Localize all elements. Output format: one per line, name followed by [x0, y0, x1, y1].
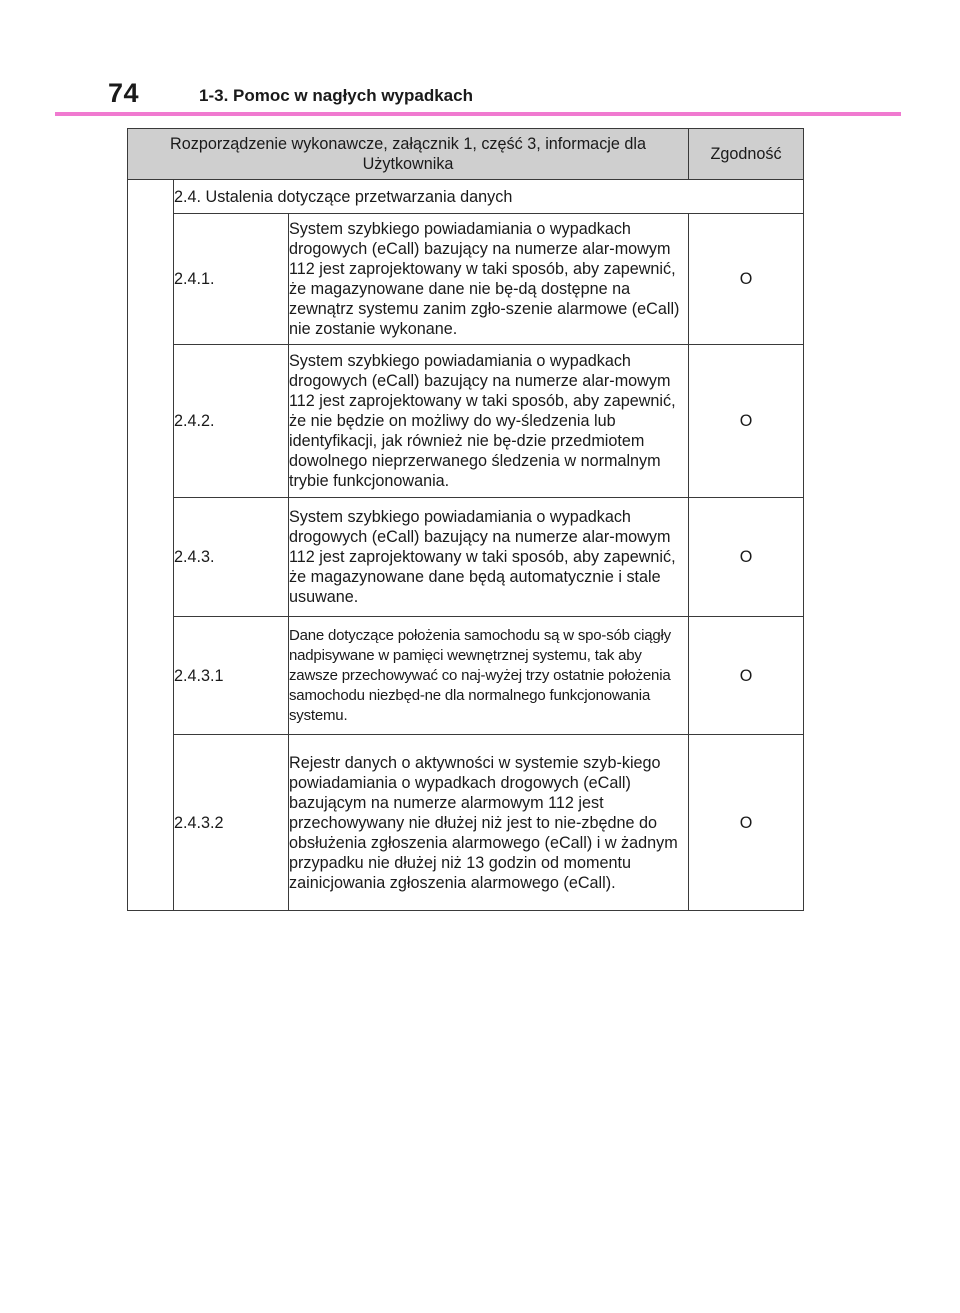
- row-number: 2.4.3.: [174, 498, 289, 617]
- row-description: Rejestr danych o aktywności w systemie szyb-kiego powiadamiania o wypadkach drogowych (eCall) bazującym na numerze alarmowym 112 jest przechowywany nie dłużej niż jest to nie-zbędne do obsłużenia zgłoszenia alarmowego (eCall) i w żadnym przypadku nie dłużej niż 13 godzin od momentu zainicjowania zgłoszenia alarmowego (eCall).: [289, 735, 689, 911]
- table-row: [128, 617, 804, 735]
- row-number: 2.4.3.2: [174, 735, 289, 911]
- row-compliance: O: [689, 735, 804, 911]
- column-header-regulation: Rozporządzenie wykonawcze, załącznik 1, część 3, informacje dla Użytkownika: [128, 129, 689, 180]
- regulation-table: [127, 128, 804, 911]
- table-row: [128, 214, 804, 345]
- row-description: System szybkiego powiadamiania o wypadkach drogowych (eCall) bazujący na numerze alar-mowym 112 jest zaprojektowany w taki sposób, aby zapewnić, że magazynowane dane będą automatycznie i stale usuwane.: [289, 498, 689, 617]
- row-compliance: O: [689, 498, 804, 617]
- table-row: [128, 498, 804, 617]
- subheading-row: [128, 180, 804, 214]
- section-title: 1-3. Pomoc w nagłych wypadkach: [199, 86, 473, 105]
- column-header-compliance: Zgodność: [689, 129, 804, 180]
- table-row: [128, 345, 804, 498]
- row-compliance: O: [689, 214, 804, 345]
- row-compliance: O: [689, 345, 804, 498]
- subheading-cell: 2.4. Ustalenia dotyczące przetwarzania danych: [174, 180, 804, 214]
- row-number: 2.4.3.1: [174, 617, 289, 735]
- row-description: Dane dotyczące położenia samochodu są w spo-sób ciągły nadpisywane w pamięci wewnętrznej systemu, tak aby zawsze przechowywać co naj-wyżej trzy ostatnie położenia samochodu niezbęd-ne dla normalnego funkcjonowania systemu.: [289, 617, 689, 735]
- row-description: System szybkiego powiadamiania o wypadkach drogowych (eCall) bazujący na numerze alar-mowym 112 jest zaprojektowany w taki sposób, aby zapewnić, że nie będzie on możliwy do wy-śledzenia lub identyfikacji, jak również nie bę-dzie przedmiotem dowolnego nieprzerwanego śledzenia w normalnym trybie funkcjonowania.: [289, 345, 689, 498]
- header-divider: [55, 112, 901, 116]
- page-number: 74: [108, 78, 140, 108]
- row-description: System szybkiego powiadamiania o wypadkach drogowych (eCall) bazujący na numerze alar-mowym 112 jest zaprojektowany w taki sposób, aby zapewnić, że magazynowane dane nie bę-dą dostępne na zewnątrz systemu zanim zgło-szenie alarmowe (eCall) nie zostanie wykonane.: [289, 214, 689, 345]
- row-number: 2.4.2.: [174, 345, 289, 498]
- row-number: 2.4.1.: [174, 214, 289, 345]
- row-compliance: O: [689, 617, 804, 735]
- indent-cell: [128, 180, 174, 911]
- table-row: [128, 735, 804, 911]
- table-header-row: [128, 129, 804, 180]
